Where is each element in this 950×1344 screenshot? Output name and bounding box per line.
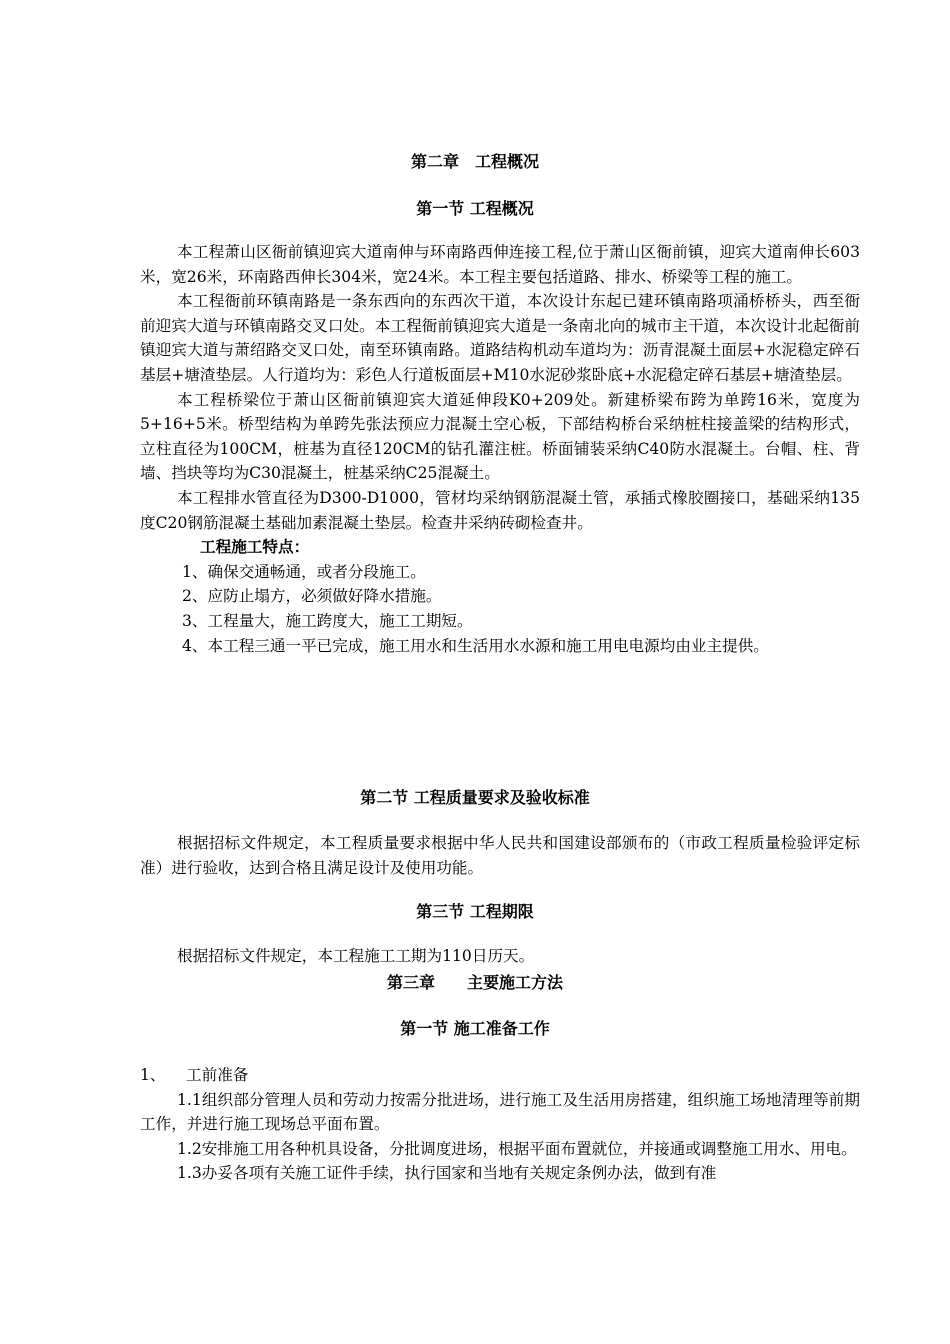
chapter-3-section-1-body <box>140 1063 860 1186</box>
paragraph: 根据招标文件规定，本工程质量要求根据中华人民共和国建设部颁布的（市政工程质量检验评定标准）进行验收，达到合格且满足设计及使用功能。 <box>140 834 860 877</box>
list-item: 2、应防止塌方，必须做好降水措施。 <box>182 587 442 606</box>
section-2-body <box>140 831 860 880</box>
paragraph: 本工程萧山区衙前镇迎宾大道南伸与环南路西伸连接工程,位于萧山区衙前镇，迎宾大道南伸长603米，宽26米，环南路西伸长304米，宽24米。本工程主要包括道路、排水、桥梁等工程的施工。 <box>140 243 860 286</box>
paragraph: 本工程衙前环镇南路是一条东西向的东西次干道，本次设计东起已建环镇南路项涌桥桥头，西至衙前迎宾大道与环镇南路交叉口处。本工程衙前镇迎宾大道是一条南北向的城市主干道，本次设计北起衙前镇迎宾大道与萧绍路交叉口处，南至环镇南路。道路结构机动车道均为：沥青混凝土面层+水泥稳定碎石基层+塘渣垫层。人行道均为：彩色人行道板面层+M10水泥砂浆卧底+水泥稳定碎石基层+塘渣垫层。 <box>140 292 860 384</box>
features-heading: 工程施工特点： <box>200 538 310 557</box>
section-3-body <box>140 944 860 969</box>
section-2-title: 第二节 工程质量要求及验收标准 <box>360 788 590 807</box>
chapter-3-section-1-title: 第一节 施工准备工作 <box>400 1019 550 1038</box>
item-title: 工前准备 <box>186 1066 249 1084</box>
chapter-3-title: 第三章 主要施工方法 <box>386 973 563 992</box>
numbered-heading <box>140 1063 860 1088</box>
list-item: 4、本工程三通一平已完成，施工用水和生活用水水源和施工用电电源均由业主提供。 <box>182 636 769 655</box>
list-item: 3、工程量大，施工跨度大，施工工期短。 <box>182 611 473 630</box>
paragraph: 1.3办妥各项有关施工证件手续，执行国家和当地有关规定条例办法，做到有准 <box>177 1164 717 1183</box>
chapter-2-title: 第二章 工程概况 <box>410 152 539 171</box>
paragraph: 本工程排水管直径为D300-D1000，管材均采纳钢筋混凝土管，承插式橡胶圈接口，基础采纳135度C20钢筋混凝土基础加素混凝土垫层。检查井采纳砖砌检查井。 <box>140 488 860 532</box>
paragraph: 1.2安排施工用各种机具设备，分批调度进场，根据平面布置就位，并接通或调整施工用水、用电。 <box>177 1139 857 1158</box>
item-number: 1、 <box>140 1066 166 1084</box>
paragraph: 1.1组织部分管理人员和劳动力按需分批进场，进行施工及生活用房搭建，组织施工场地清理等前期工作，并进行施工现场总平面布置。 <box>140 1090 860 1134</box>
section-3-title: 第三节 工程期限 <box>416 902 534 921</box>
paragraph: 根据招标文件规定，本工程施工工期为110日历天。 <box>177 947 535 965</box>
section-1-body <box>140 240 860 658</box>
section-1-title: 第一节 工程概况 <box>416 199 534 218</box>
paragraph: 本工程桥梁位于萧山区衙前镇迎宾大道延伸段K0+209处。新建桥梁布跨为单跨16米，宽度为5+16+5米。桥型结构为单跨先张法预应力混凝土空心板，下部结构桥台采纳桩柱接盖梁的结构形式，立柱直径为100CM，桩基为直径120CM的钻孔灌注桩。桥面铺装采纳C40防水混凝土。台帽、柱、背墙、挡块等均为C30混凝土，桩基采纳C25混凝土。 <box>140 390 860 483</box>
list-item: 1、确保交通畅通，或者分段施工。 <box>182 562 426 581</box>
